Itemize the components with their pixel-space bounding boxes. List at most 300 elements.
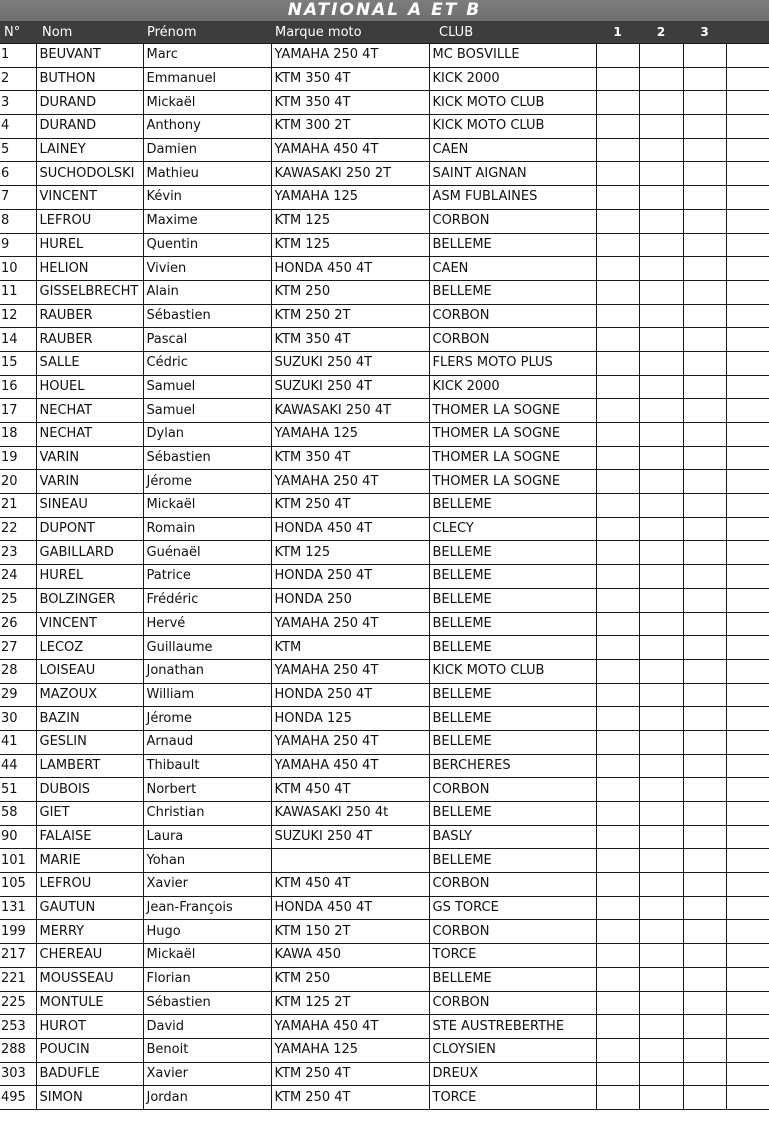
cell-round-3	[683, 541, 726, 565]
cell-prenom: Norbert	[143, 778, 271, 802]
cell-num: 26	[0, 612, 36, 636]
cell-prenom: Kévin	[143, 186, 271, 210]
table-row	[0, 257, 769, 281]
cell-marque: KTM 250 2T	[271, 304, 429, 328]
cell-club: TORCE	[429, 944, 596, 968]
cell-round-1	[596, 896, 639, 920]
cell-marque: KTM 300 2T	[271, 115, 429, 139]
cell-round-1	[596, 115, 639, 139]
cell-num: 225	[0, 991, 36, 1015]
cell-round-4	[726, 730, 769, 754]
cell-round-2	[639, 115, 683, 139]
cell-round-4	[726, 304, 769, 328]
cell-round-1	[596, 44, 639, 68]
cell-prenom: Emmanuel	[143, 67, 271, 91]
cell-num: 29	[0, 683, 36, 707]
cell-round-4	[726, 138, 769, 162]
header-marque-moto: Marque moto	[271, 21, 429, 44]
table-row	[0, 873, 769, 897]
cell-round-3	[683, 1015, 726, 1039]
cell-marque: KAWASAKI 250 4T	[271, 399, 429, 423]
cell-prenom: Jordan	[143, 1086, 271, 1110]
cell-num: 105	[0, 873, 36, 897]
cell-club: BELLEME	[429, 280, 596, 304]
cell-round-3	[683, 825, 726, 849]
cell-round-3	[683, 944, 726, 968]
cell-club: ASM FUBLAINES	[429, 186, 596, 210]
cell-nom: DURAND	[36, 115, 143, 139]
cell-round-1	[596, 565, 639, 589]
cell-nom: LEFROU	[36, 873, 143, 897]
cell-marque: KTM 125	[271, 209, 429, 233]
cell-nom: LEFROU	[36, 209, 143, 233]
cell-marque: YAMAHA 250 4T	[271, 612, 429, 636]
cell-num: 288	[0, 1038, 36, 1062]
cell-round-3	[683, 209, 726, 233]
cell-club: SAINT AIGNAN	[429, 162, 596, 186]
cell-club: CORBON	[429, 991, 596, 1015]
cell-club: BELLEME	[429, 636, 596, 660]
cell-round-4	[726, 802, 769, 826]
cell-club: BELLEME	[429, 565, 596, 589]
table-row	[0, 494, 769, 518]
cell-prenom: Cédric	[143, 351, 271, 375]
cell-nom: MOUSSEAU	[36, 967, 143, 991]
cell-round-4	[726, 328, 769, 352]
cell-round-4	[726, 67, 769, 91]
cell-round-2	[639, 991, 683, 1015]
table-row	[0, 754, 769, 778]
cell-round-3	[683, 778, 726, 802]
cell-marque: KTM 125	[271, 233, 429, 257]
cell-nom: HOUEL	[36, 375, 143, 399]
cell-marque: KTM 350 4T	[271, 91, 429, 115]
cell-club: BELLEME	[429, 588, 596, 612]
cell-marque: KTM 250 4T	[271, 1062, 429, 1086]
cell-marque: HONDA 250 4T	[271, 565, 429, 589]
table-row	[0, 636, 769, 660]
cell-num: 1	[0, 44, 36, 68]
cell-marque: HONDA 125	[271, 707, 429, 731]
cell-club: CORBON	[429, 209, 596, 233]
cell-num: 20	[0, 470, 36, 494]
header-round-3: 3	[683, 21, 726, 44]
cell-round-4	[726, 849, 769, 873]
cell-round-4	[726, 1015, 769, 1039]
cell-club: KICK MOTO CLUB	[429, 91, 596, 115]
cell-prenom: Mathieu	[143, 162, 271, 186]
cell-round-1	[596, 1038, 639, 1062]
cell-round-3	[683, 612, 726, 636]
cell-marque: KAWASAKI 250 4t	[271, 802, 429, 826]
cell-round-1	[596, 825, 639, 849]
cell-marque: YAMAHA 125	[271, 1038, 429, 1062]
cell-club: CORBON	[429, 873, 596, 897]
cell-round-2	[639, 754, 683, 778]
cell-num: 19	[0, 446, 36, 470]
cell-round-1	[596, 304, 639, 328]
cell-round-3	[683, 423, 726, 447]
cell-marque: KTM	[271, 636, 429, 660]
cell-round-2	[639, 209, 683, 233]
cell-nom: CHEREAU	[36, 944, 143, 968]
cell-round-2	[639, 849, 683, 873]
cell-nom: MONTULE	[36, 991, 143, 1015]
cell-club: BELLEME	[429, 612, 596, 636]
cell-club: BASLY	[429, 825, 596, 849]
cell-round-2	[639, 683, 683, 707]
cell-club: BELLEME	[429, 849, 596, 873]
cell-prenom: Hugo	[143, 920, 271, 944]
cell-round-4	[726, 612, 769, 636]
table-row	[0, 233, 769, 257]
cell-round-1	[596, 778, 639, 802]
cell-marque: KTM 450 4T	[271, 778, 429, 802]
cell-marque: KTM 350 4T	[271, 446, 429, 470]
cell-round-1	[596, 659, 639, 683]
cell-num: 253	[0, 1015, 36, 1039]
cell-round-1	[596, 730, 639, 754]
table-row	[0, 67, 769, 91]
cell-round-2	[639, 659, 683, 683]
cell-round-1	[596, 588, 639, 612]
cell-prenom: Mickaël	[143, 944, 271, 968]
cell-round-2	[639, 565, 683, 589]
cell-round-1	[596, 802, 639, 826]
cell-round-4	[726, 423, 769, 447]
cell-round-2	[639, 233, 683, 257]
cell-nom: VINCENT	[36, 186, 143, 210]
cell-nom: DUPONT	[36, 517, 143, 541]
cell-round-4	[726, 375, 769, 399]
cell-marque: HONDA 450 4T	[271, 896, 429, 920]
cell-marque: KTM 250 4T	[271, 494, 429, 518]
cell-club: TORCE	[429, 1086, 596, 1110]
table-row	[0, 186, 769, 210]
cell-round-2	[639, 1062, 683, 1086]
cell-round-2	[639, 707, 683, 731]
cell-prenom: Jonathan	[143, 659, 271, 683]
cell-round-2	[639, 920, 683, 944]
cell-nom: FALAISE	[36, 825, 143, 849]
cell-club: BERCHERES	[429, 754, 596, 778]
cell-round-3	[683, 446, 726, 470]
cell-round-1	[596, 1062, 639, 1086]
cell-marque: SUZUKI 250 4T	[271, 825, 429, 849]
cell-round-1	[596, 849, 639, 873]
table-row	[0, 825, 769, 849]
cell-num: 303	[0, 1062, 36, 1086]
cell-prenom: Sébastien	[143, 304, 271, 328]
cell-round-2	[639, 730, 683, 754]
cell-round-4	[726, 399, 769, 423]
cell-round-2	[639, 494, 683, 518]
cell-round-1	[596, 138, 639, 162]
cell-round-3	[683, 1062, 726, 1086]
cell-prenom: Maxime	[143, 209, 271, 233]
table-row	[0, 967, 769, 991]
cell-prenom: Guillaume	[143, 636, 271, 660]
cell-round-4	[726, 683, 769, 707]
cell-round-1	[596, 257, 639, 281]
cell-prenom: Benoit	[143, 1038, 271, 1062]
cell-prenom: Hervé	[143, 612, 271, 636]
cell-nom: VARIN	[36, 470, 143, 494]
cell-nom: LOISEAU	[36, 659, 143, 683]
cell-round-2	[639, 91, 683, 115]
cell-round-1	[596, 707, 639, 731]
cell-round-4	[726, 494, 769, 518]
cell-nom: MAZOUX	[36, 683, 143, 707]
cell-round-3	[683, 351, 726, 375]
cell-num: 16	[0, 375, 36, 399]
cell-nom: LAINEY	[36, 138, 143, 162]
cell-club: GS TORCE	[429, 896, 596, 920]
cell-nom: RAUBER	[36, 304, 143, 328]
cell-nom: BEUVANT	[36, 44, 143, 68]
cell-round-3	[683, 802, 726, 826]
cell-round-3	[683, 138, 726, 162]
cell-round-2	[639, 399, 683, 423]
cell-prenom: Florian	[143, 967, 271, 991]
cell-prenom: Christian	[143, 802, 271, 826]
cell-nom: NECHAT	[36, 423, 143, 447]
cell-marque: YAMAHA 250 4T	[271, 470, 429, 494]
cell-num: 30	[0, 707, 36, 731]
cell-nom: LECOZ	[36, 636, 143, 660]
cell-num: 90	[0, 825, 36, 849]
cell-nom: BUTHON	[36, 67, 143, 91]
table-row	[0, 659, 769, 683]
cell-round-3	[683, 920, 726, 944]
cell-club: BELLEME	[429, 494, 596, 518]
table-row	[0, 944, 769, 968]
cell-nom: HUREL	[36, 233, 143, 257]
cell-round-4	[726, 470, 769, 494]
table-row	[0, 565, 769, 589]
cell-round-3	[683, 896, 726, 920]
cell-round-2	[639, 825, 683, 849]
cell-num: 15	[0, 351, 36, 375]
cell-club: FLERS MOTO PLUS	[429, 351, 596, 375]
cell-marque: KTM 250 4T	[271, 1086, 429, 1110]
cell-prenom: Samuel	[143, 399, 271, 423]
cell-round-3	[683, 280, 726, 304]
cell-nom: HELION	[36, 257, 143, 281]
cell-round-2	[639, 257, 683, 281]
cell-num: 23	[0, 541, 36, 565]
table-row	[0, 920, 769, 944]
cell-round-2	[639, 541, 683, 565]
table-row	[0, 209, 769, 233]
cell-round-1	[596, 67, 639, 91]
cell-num: 22	[0, 517, 36, 541]
cell-club: THOMER LA SOGNE	[429, 470, 596, 494]
cell-round-2	[639, 304, 683, 328]
cell-round-2	[639, 67, 683, 91]
cell-round-2	[639, 517, 683, 541]
cell-round-1	[596, 541, 639, 565]
cell-round-3	[683, 849, 726, 873]
cell-round-3	[683, 588, 726, 612]
table-row	[0, 304, 769, 328]
cell-num: 6	[0, 162, 36, 186]
cell-round-1	[596, 91, 639, 115]
cell-round-4	[726, 565, 769, 589]
cell-round-1	[596, 186, 639, 210]
cell-prenom: Sébastien	[143, 991, 271, 1015]
table-row	[0, 612, 769, 636]
cell-club: BELLEME	[429, 233, 596, 257]
cell-club: STE AUSTREBERTHE	[429, 1015, 596, 1039]
table-row	[0, 896, 769, 920]
cell-round-3	[683, 115, 726, 139]
cell-round-4	[726, 91, 769, 115]
cell-nom: HUROT	[36, 1015, 143, 1039]
cell-nom: LAMBERT	[36, 754, 143, 778]
cell-prenom: Xavier	[143, 873, 271, 897]
table-row	[0, 730, 769, 754]
cell-marque: YAMAHA 250 4T	[271, 730, 429, 754]
cell-num: 11	[0, 280, 36, 304]
cell-prenom: Mickaël	[143, 91, 271, 115]
header-round-1: 1	[596, 21, 639, 44]
cell-round-1	[596, 162, 639, 186]
cell-club: CAEN	[429, 257, 596, 281]
cell-round-1	[596, 209, 639, 233]
cell-round-2	[639, 967, 683, 991]
cell-num: 3	[0, 91, 36, 115]
cell-marque: YAMAHA 250 4T	[271, 44, 429, 68]
cell-prenom: Romain	[143, 517, 271, 541]
cell-round-4	[726, 707, 769, 731]
cell-round-3	[683, 186, 726, 210]
cell-prenom: Jérome	[143, 707, 271, 731]
cell-nom: SIMON	[36, 1086, 143, 1110]
cell-round-2	[639, 1038, 683, 1062]
cell-round-4	[726, 115, 769, 139]
cell-round-3	[683, 967, 726, 991]
cell-round-3	[683, 1038, 726, 1062]
table-row	[0, 778, 769, 802]
cell-marque: KTM 350 4T	[271, 67, 429, 91]
cell-marque: KTM 450 4T	[271, 873, 429, 897]
cell-club: BELLEME	[429, 730, 596, 754]
cell-marque: YAMAHA 450 4T	[271, 1015, 429, 1039]
cell-round-4	[726, 233, 769, 257]
cell-prenom: Arnaud	[143, 730, 271, 754]
cell-round-4	[726, 1038, 769, 1062]
cell-num: 4	[0, 115, 36, 139]
cell-num: 8	[0, 209, 36, 233]
cell-round-4	[726, 209, 769, 233]
cell-nom: BOLZINGER	[36, 588, 143, 612]
cell-nom: GISSELBRECHT	[36, 280, 143, 304]
cell-round-1	[596, 470, 639, 494]
cell-prenom: Anthony	[143, 115, 271, 139]
cell-club: KICK MOTO CLUB	[429, 115, 596, 139]
cell-club: KICK MOTO CLUB	[429, 659, 596, 683]
cell-round-1	[596, 1086, 639, 1110]
cell-round-3	[683, 1086, 726, 1110]
cell-round-2	[639, 280, 683, 304]
table-row	[0, 541, 769, 565]
cell-round-2	[639, 446, 683, 470]
cell-num: 131	[0, 896, 36, 920]
cell-round-4	[726, 446, 769, 470]
cell-round-1	[596, 944, 639, 968]
cell-round-4	[726, 517, 769, 541]
cell-round-1	[596, 754, 639, 778]
cell-num: 7	[0, 186, 36, 210]
table-row	[0, 1062, 769, 1086]
cell-num: 2	[0, 67, 36, 91]
cell-marque: YAMAHA 450 4T	[271, 138, 429, 162]
cell-prenom: Yohan	[143, 849, 271, 873]
cell-round-2	[639, 873, 683, 897]
cell-round-1	[596, 873, 639, 897]
cell-round-2	[639, 162, 683, 186]
cell-marque: HONDA 250 4T	[271, 683, 429, 707]
table-row	[0, 280, 769, 304]
cell-round-4	[726, 588, 769, 612]
cell-prenom: Patrice	[143, 565, 271, 589]
cell-round-3	[683, 328, 726, 352]
cell-round-1	[596, 636, 639, 660]
cell-round-2	[639, 44, 683, 68]
cell-round-4	[726, 257, 769, 281]
cell-round-4	[726, 778, 769, 802]
cell-round-3	[683, 470, 726, 494]
cell-club: BELLEME	[429, 707, 596, 731]
cell-round-4	[726, 825, 769, 849]
header-round-4	[726, 21, 769, 44]
cell-prenom: Frédéric	[143, 588, 271, 612]
cell-prenom: Laura	[143, 825, 271, 849]
cell-round-1	[596, 1015, 639, 1039]
cell-num: 27	[0, 636, 36, 660]
cell-club: BELLEME	[429, 683, 596, 707]
cell-round-4	[726, 186, 769, 210]
table-row	[0, 683, 769, 707]
cell-num: 221	[0, 967, 36, 991]
cell-nom: HUREL	[36, 565, 143, 589]
table-row	[0, 1038, 769, 1062]
cell-marque: KTM 250	[271, 280, 429, 304]
cell-prenom: Xavier	[143, 1062, 271, 1086]
cell-marque: KTM 150 2T	[271, 920, 429, 944]
cell-round-3	[683, 91, 726, 115]
cell-round-2	[639, 944, 683, 968]
cell-num: 495	[0, 1086, 36, 1110]
cell-round-3	[683, 162, 726, 186]
cell-num: 18	[0, 423, 36, 447]
cell-round-1	[596, 683, 639, 707]
cell-num: 44	[0, 754, 36, 778]
cell-round-3	[683, 707, 726, 731]
cell-num: 41	[0, 730, 36, 754]
cell-round-2	[639, 778, 683, 802]
cell-club: DREUX	[429, 1062, 596, 1086]
cell-num: 217	[0, 944, 36, 968]
cell-round-4	[726, 1062, 769, 1086]
header-prenom: Prénom	[143, 21, 271, 44]
page-title: NATIONAL A ET B	[0, 0, 769, 21]
cell-club: BELLEME	[429, 802, 596, 826]
cell-nom: VINCENT	[36, 612, 143, 636]
cell-round-4	[726, 541, 769, 565]
table-row	[0, 138, 769, 162]
